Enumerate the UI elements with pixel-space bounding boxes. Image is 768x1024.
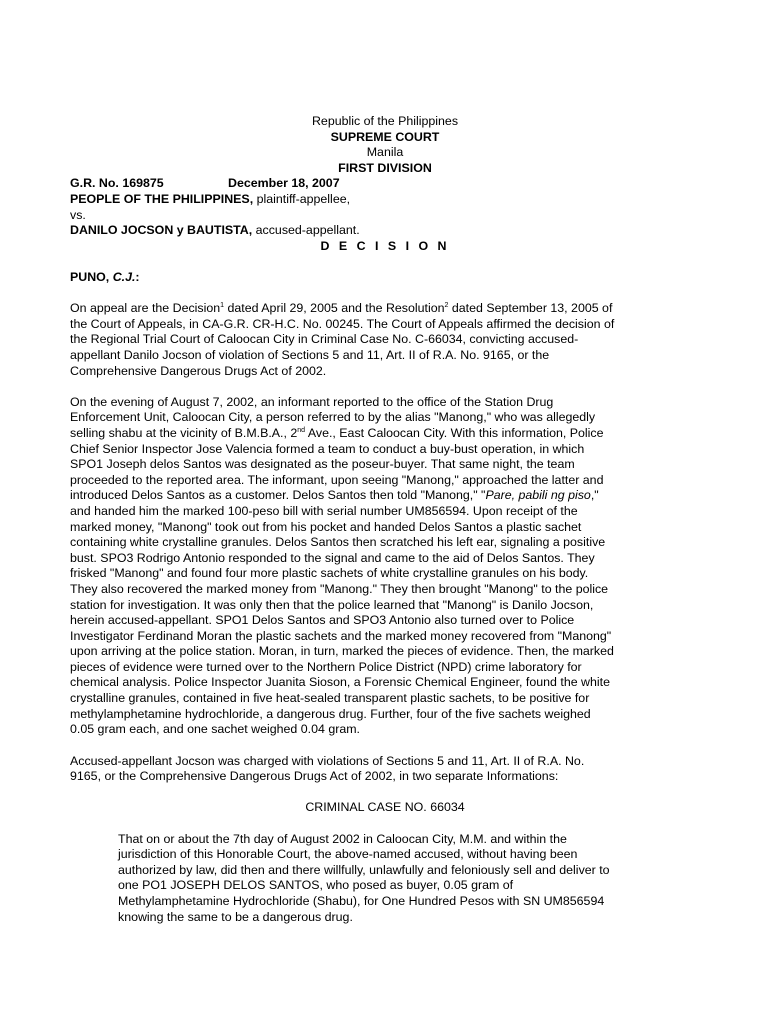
paragraph-line: Investigator Ferdinand Moran the plastic sachets and the marked money recovered from "Manong" (70, 628, 612, 643)
paragraph-line: Enforcement Unit, Caloocan City, a person referred to by the alias "Manong," who was allegedly (70, 410, 596, 425)
para2-text-a: selling shabu at the vicinity of B.M.B.A., 2 (70, 425, 298, 440)
para1-text-b: dated April 29, 2005 and the Resolution (224, 301, 445, 316)
quote-line: Methylamphetamine Hydrochloride (Shabu), for One Hundred Pesos with SN UM856594 (118, 893, 605, 908)
paragraph-line: 0.05 gram each, and one sachet weighed 0.04 gram. (70, 722, 360, 737)
quote-line: knowing the same to be a dangerous drug. (118, 909, 353, 924)
paragraph-line: and handed him the marked 100-peso bill with serial number UM856594. Upon receipt of the (70, 503, 578, 518)
paragraph-line: containing white crystalline granules. Delos Santos then scratched his left ear, signaling a positive (70, 535, 606, 550)
paragraph-line: appellant Danilo Jocson of violation of Sections 5 and 11, Art. II of R.A. No. 9165, or the (70, 347, 550, 362)
paragraph-line: the Court of Appeals, in CA-G.R. CR-H.C. No. 00245. The Court of Appeals affirmed the decision of (70, 316, 615, 331)
paragraph-line: herein accused-appellant. SPO1 Delos Santos and SPO3 Antonio also turned over to Police (70, 613, 575, 628)
footnote-ref-1[interactable]: 1 (220, 302, 225, 310)
ponente-colon: : (135, 270, 140, 284)
paragraph-line (70, 426, 700, 442)
plaintiff-name: PEOPLE OF THE PHILIPPINES, (70, 192, 254, 206)
footnote-ref-2[interactable]: 2 (444, 302, 449, 310)
paragraph-line: They also recovered the marked money from "Manong." They then brought "Manong" to the police (70, 581, 609, 596)
quote-line: That on or about the 7th day of August 2002 in Caloocan City, M.M. and within the (118, 831, 567, 846)
paragraph-2 (70, 395, 700, 738)
versus-text: vs. (70, 207, 86, 222)
paragraph-line (70, 301, 700, 317)
gr-line (70, 176, 700, 192)
republic-heading: Republic of the Philippines (311, 114, 459, 128)
accused-line (70, 223, 700, 239)
paragraph-line: crystalline granules, contained in five heat-sealed transparent plastic sachets, to be positive for (70, 691, 590, 706)
ponente-title: C.J. (112, 270, 136, 284)
paragraph-line: upon arriving at the police station. Moran, in turn, marked the pieces of evidence. Then, the marked (70, 644, 614, 659)
para2-text-d: ," (590, 488, 599, 503)
decision-title: D E C I S I O N (320, 238, 450, 253)
paragraph-3 (70, 754, 700, 785)
information-quote (118, 832, 708, 926)
plaintiff-role: plaintiff-appellee, (253, 192, 351, 206)
paragraph-1 (70, 301, 700, 379)
division-heading: FIRST DIVISION (338, 160, 432, 175)
criminal-case-heading: CRIMINAL CASE NO. 66034 (305, 800, 465, 815)
paragraph-line: Comprehensive Dangerous Drugs Act of 2002. (70, 363, 327, 378)
paragraph-line: bust. SPO3 Rodrigo Antonio responded to the signal and came to the aid of Delos Santos. They (70, 550, 595, 565)
case-date: December 18, 2007 (228, 176, 340, 191)
city-heading: Manila (366, 145, 404, 160)
paragraph-line: 9165, or the Comprehensive Dangerous Drugs Act of 2002, in two separate Informations: (70, 769, 559, 784)
paragraph-line: On the evening of August 7, 2002, an informant reported to the office of the Station Drug (70, 394, 554, 409)
gr-number: G.R. No. 169875 (70, 176, 164, 191)
paragraph-line: the Regional Trial Court of Caloocan City in Criminal Case No. C-66034, convicting accused- (70, 332, 579, 347)
paragraph-line: frisked "Manong" and found four more plastic sachets of white crystalline granules on his body. (70, 566, 589, 581)
paragraph-line: station for investigation. It was only then that the police learned that "Manong" is Danilo Jocson, (70, 597, 594, 612)
ponente-name: PUNO, (70, 270, 113, 284)
ordinal-suffix: nd (297, 426, 306, 434)
accused-role: accused-appellant. (252, 223, 360, 238)
accused-name: DANILO JOCSON y BAUTISTA, (70, 223, 253, 238)
ponente (70, 270, 700, 286)
court-heading: SUPREME COURT (330, 129, 440, 144)
para2-italic-quote: Pare, pabili ng piso (485, 488, 591, 503)
paragraph-line: proceeded to the reported area. The informant, upon seeing "Manong," approached the latter and (70, 472, 604, 487)
paragraph-line: pieces of evidence were turned over to the Northern Police District (NPD) crime laboratory for (70, 659, 582, 674)
paragraph-line: Chief Senior Inspector Jose Valencia formed a team to conduct a buy-bust operation, in which (70, 441, 585, 456)
paragraph-line: methylamphetamine hydrochloride, a dangerous drug. Further, four of the five sachets weighed (70, 706, 591, 721)
paragraph-line: SPO1 Joseph delos Santos was designated as the poseur-buyer. That same night, the team (70, 457, 575, 472)
paragraph-line: chemical analysis. Police Inspector Juanita Sioson, a Forensic Chemical Engineer, found the white (70, 675, 610, 690)
quote-line: authorized by law, did then and there willfully, unlawfully and feloniously sell and deliver to (118, 862, 610, 877)
quote-line: one PO1 JOSEPH DELOS SANTOS, who posed as buyer, 0.05 gram of (118, 878, 514, 893)
para1-text-a: On appeal are the Decision (70, 301, 221, 316)
para2-text-c: introduced Delos Santos as a customer. Delos Santos then told "Manong," " (70, 488, 486, 503)
paragraph-line: Accused-appellant Jocson was charged with violations of Sections 5 and 11, Art. II of R.A. No. (70, 753, 585, 768)
para2-text-b: Ave., East Caloocan City. With this information, Police (305, 425, 604, 440)
paragraph-line: marked money, "Manong" took out from his pocket and handed Delos Santos a plastic sachet (70, 519, 582, 534)
plaintiff-line (70, 192, 700, 208)
para1-text-c: dated September 13, 2005 of (448, 301, 613, 316)
quote-line: jurisdiction of this Honorable Court, the above-named accused, without having been (118, 847, 578, 862)
paragraph-line (70, 488, 700, 504)
